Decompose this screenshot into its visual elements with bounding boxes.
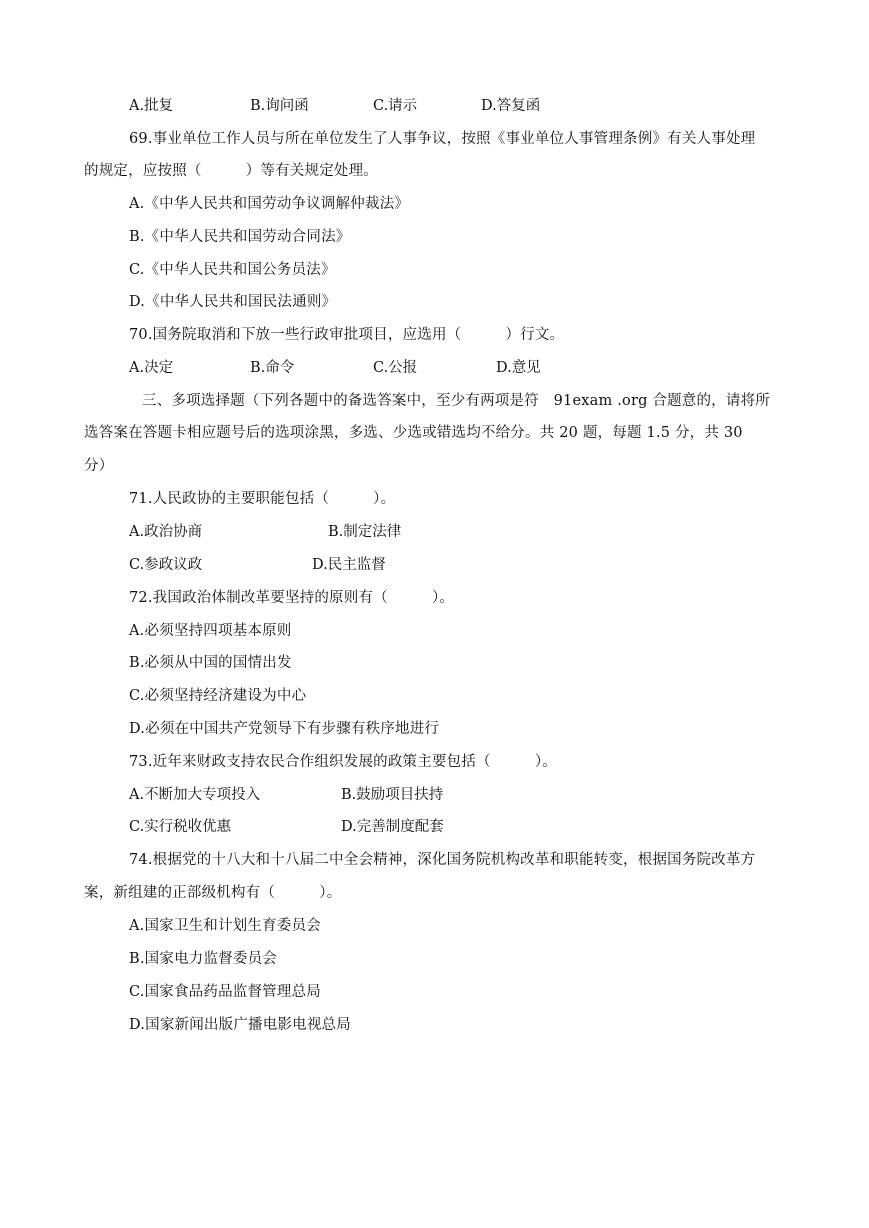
q72-option-b: B.必须从中国的国情出发 [129, 655, 292, 671]
q69-option-c: C.《中华人民共和国公务员法》 [129, 262, 336, 278]
q74-stem-line2: 案，新组建的正部级机构有（ ）。 [84, 885, 342, 901]
q69-option-d: D.《中华人民共和国民法通则》 [129, 294, 337, 310]
q71-option-b: B.制定法律 [328, 524, 402, 540]
q70-stem: 70.国务院取消和下放一些行政审批项目，应选用（ ）行文。 [129, 327, 565, 343]
q71-option-d: D.民主监督 [312, 557, 386, 573]
q72-option-c: C.必须坚持经济建设为中心 [129, 688, 307, 704]
q69-stem-line2: 的规定，应按照（ ）等有关规定处理。 [84, 163, 378, 179]
q69-stem-line1: 69.事业单位工作人员与所在单位发生了人事争议，按照《事业单位人事管理条例》有关人事处理 [129, 131, 756, 147]
q71-stem: 71.人民政协的主要职能包括（ ）。 [129, 491, 396, 507]
q74-option-a: A.国家卫生和计划生育委员会 [129, 918, 321, 934]
q74-option-d: D.国家新闻出版广播电影电视总局 [129, 1017, 351, 1033]
q72-option-d: D.必须在中国共产党领导下有步骤有秩序地进行 [129, 721, 440, 737]
q73-option-c: C.实行税收优惠 [129, 819, 232, 835]
q70-option-d: D.意见 [496, 360, 541, 376]
q68-option-a: A.批复 [129, 98, 174, 114]
q70-option-a: A.决定 [129, 360, 174, 376]
section3-line3: 分） [84, 458, 114, 474]
q68-option-d: D.答复函 [481, 98, 541, 114]
q74-option-c: C.国家食品药品监督管理总局 [129, 984, 321, 1000]
q72-stem: 72.我国政治体制改革要坚持的原则有（ ）。 [129, 590, 455, 606]
q71-option-a: A.政治协商 [129, 524, 203, 540]
q68-option-b: B.询问函 [250, 98, 309, 114]
q70-option-c: C.公报 [373, 360, 418, 376]
q69-option-a: A.《中华人民共和国劳动争议调解仲裁法》 [129, 196, 410, 212]
q73-option-d: D.完善制度配套 [341, 819, 444, 835]
q71-option-c: C.参政议政 [129, 557, 203, 573]
section3-line2: 选答案在答题卡相应题号后的选项涂黑，多选、少选或错选均不给分。共 20 题，每题 1.5 分，共 30 [84, 425, 743, 441]
q73-option-b: B.鼓励项目扶持 [341, 787, 444, 803]
section3-line1: 三、多项选择题（下列各题中的备选答案中，至少有两项是符 91exam .org 合题意的，请将所 [142, 393, 770, 409]
q73-option-a: A.不断加大专项投入 [129, 787, 261, 803]
q70-option-b: B.命令 [250, 360, 295, 376]
q73-stem: 73.近年来财政支持农民合作组织发展的政策主要包括（ ）。 [129, 754, 558, 770]
q68-option-c: C.请示 [373, 98, 418, 114]
q74-stem-line1: 74.根据党的十八大和十八届二中全会精神，深化国务院机构改革和职能转变，根据国务院改革方 [129, 852, 756, 868]
q74-option-b: B.国家电力监督委员会 [129, 951, 277, 967]
q69-option-b: B.《中华人民共和国劳动合同法》 [129, 229, 351, 245]
q72-option-a: A.必须坚持四项基本原则 [129, 623, 292, 639]
